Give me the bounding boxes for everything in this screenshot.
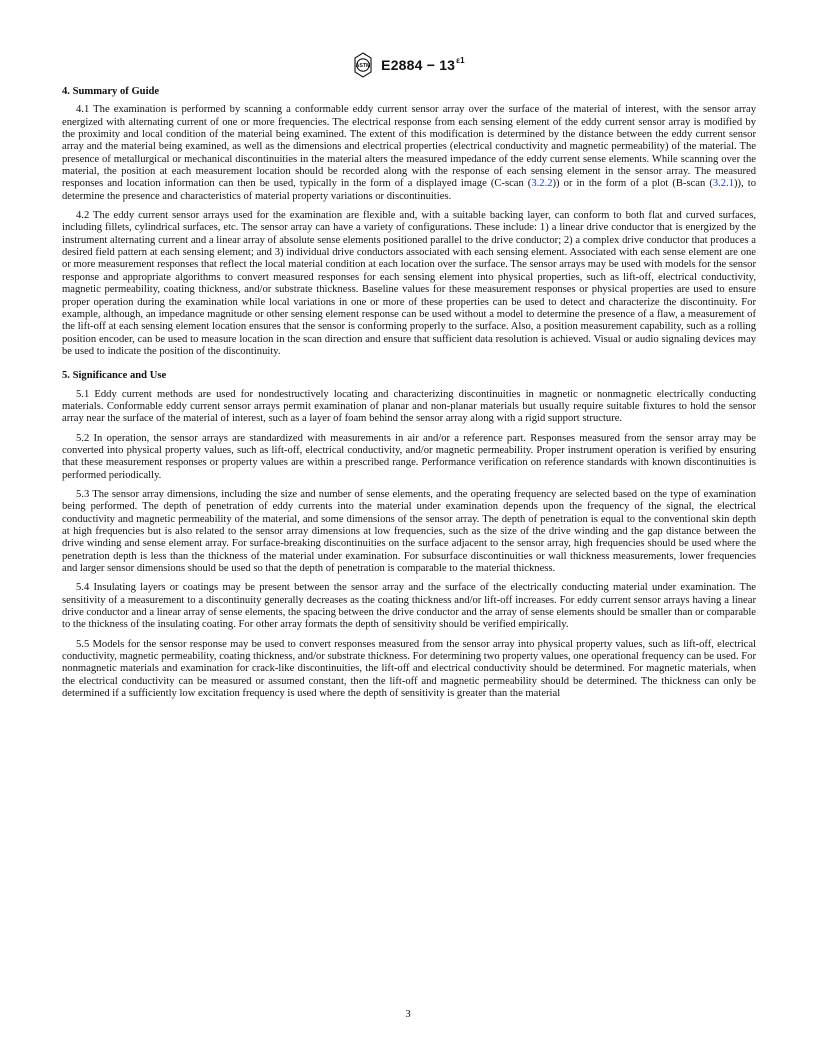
section-paragraph [62, 489, 756, 575]
paragraph-text: 5.4 Insulating layers or coatings may be present between the sensor array and the surface of the electrically conducting material under examination. The sensitivity of a measurement to a discontinuity generally decreases as the coating thickness and/or lift-off increases. For eddy current sensor arrays having a linear drive conductor and a linear array of sense elements, the spacing between the drive conductor and the array of sense elements should be smaller than or comparable to the thickness of the insulating coating. For other array formats the depth of sensitivity should be verified empirically. [62, 582, 756, 631]
cross-reference-link[interactable]: 3.2.1 [712, 178, 735, 190]
astm-logo-icon [351, 52, 375, 78]
page-number: 3 [405, 1009, 411, 1020]
section-heading: 4. Summary of Guide [62, 86, 160, 97]
paragraph-text: 5.1 Eddy current methods are used for nondestructively locating and characterizing discontinuities in magnetic or nonmagnetic electrically conducting materials. Conformable eddy current sensor arrays permit examination of planar and non-planar materials but usually require suitable fixtures to hold the sensor array near the surface of the material of interest, such as a layer of foam behind the sensor array along with a rigid support structure. [62, 388, 756, 425]
paragraph-text: 4.2 The eddy current sensor arrays used for the examination are flexible and, with a suitable backing layer, can conform to both flat and curved surfaces, including fillets, cylindrical surfaces, etc. The sensor array can have a variety of configurations. These include: 1) a linear drive conductor that is energized by the instrument alternating current and a linear array of absolute sense elements positioned parallel to the drive conductor; 2) a complex drive conductor that produces a desired field pattern at each sensing element; and 3) individual drive conductors associated with each sensing element. Associated with each sense element are one or more measurement responses that reflect the local material condition at each location over the surface. The sensor arrays may be used with models for the sensor response and appropriate algorithms to convert measured responses for each sensing element into physical properties, such as lift-off, electrical conductivity, magnetic permeability, coating thickness, and/or substrate thickness. Baseline values for these measurement responses or physical properties are used to ensure proper operation during the examination while local variations in one or more of these properties can be used to detect and characterize the discontinuity. For example, although, an impedance magnitude or other sensing element response can be used without a model to determine the presence of a flaw, a measurement of the lift-off at each sensing element location ensures that the sensor is conforming properly to the surface. Also, a position measurement capability, such as a rolling position encoder, can be used to measure location in the scan direction and ensure that sufficient data resolution is achieved. Visual or audio signaling devices may be used to indicate the position of the discontinuity. [62, 210, 756, 357]
section-paragraph [62, 582, 756, 631]
paragraph-text: )) or in the form of a plot (B-scan ( [552, 178, 713, 190]
paragraph-text: 5.5 Models for the sensor response may be used to convert responses measured from the sensor array into physical property values, such as lift-off, electrical conductivity, magnetic permeability, coating thickness, and/or substrate thickness. For determining two property values, one operational frequency can be used. For nonmagnetic materials and examination for crack-like discontinuities, the lift-off and electrical conductivity should be determined. For magnetic materials, when the electrical conductivity can be measured or assumed constant, then the lift-off and magnetic permeability should be determined. The thickness can only be determined if a sufficiently low excitation frequency is used where the depth of sensitivity is greater than the material [62, 638, 756, 700]
paragraph-text: )), to determine the presence and characteristics of material property variations or discontinuities. [62, 178, 756, 202]
svg-text:ASTM: ASTM [355, 63, 371, 70]
section-paragraph [62, 210, 756, 358]
page-header [0, 50, 816, 80]
section-paragraph [62, 389, 756, 426]
section-heading: 5. Significance and Use [62, 370, 167, 382]
section-paragraph [62, 104, 756, 203]
designation-superscript: ε1 [456, 56, 465, 66]
section-paragraph [62, 639, 756, 701]
paragraph-text: 5.2 In operation, the sensor arrays are standardized with measurements in air and/or a reference part. Responses measured from the sensor array may be converted into physical property values, such as lift-off, electrical conductivity, and/or magnetic permeability. Proper instrument operation is verified by ensuring that these measurement responses or property values are within a prescribed range. Performance verification on reference standards with known discontinuities is performed periodically. [62, 432, 756, 481]
paragraph-text: 4.1 The examination is performed by scanning a conformable eddy current sensor array over the surface of the material of interest, with the sensor array energized with alternating current of one or more frequencies. The electrical response from each sensing element of the eddy current sensor array is modified by the proximity and local condition of the material being examined. The extent of this modification is determined by the distance between the eddy current sensor array and the material being examined, as well as the dimensions and electrical properties (electrical conductivity and magnetic permeability) of the material. The presence of metallurgical or mechanical discontinuities in the material alters the measured impedance of the eddy current sense elements. While scanning over the material, the position at each measurement location should be recorded along with the response of each sensing element in the sensor array. The measured responses and location information can then be used, typically in the form of a displayed image (C-scan ( [62, 104, 756, 190]
document-designation: $E2884 - 13^{\varepsilon 1}$ [381, 56, 465, 73]
section-paragraph [62, 433, 756, 482]
paragraph-text: 5.3 The sensor array dimensions, including the size and number of sense elements, and the operating frequency are selected based on the type of examination being performed. The depth of penetration of eddy currents into the material under examination depends upon the frequency of the signal, the electrical conductivity and magnetic permeability of the material, and some dimensions of the sensor array. The depth of penetration is equal to the conventional skin depth at high frequencies but is also related to the sensor array dimensions at low frequencies, such as the size of the drive winding and the gap distance between the drive winding and sense element array. For surface-breaking discontinuities on the surface adjacent to the sensor array, high frequencies should be used where the penetration depth is less than the thickness of the material under examination. For subsurface discontinuities or wall thickness measurements, lower frequencies and larger sensor dimensions should be used so that the depth of penetration is comparable to the material thickness. [62, 488, 756, 575]
cross-reference-link[interactable]: 3.2.2 [531, 178, 553, 190]
document-body [62, 86, 756, 707]
